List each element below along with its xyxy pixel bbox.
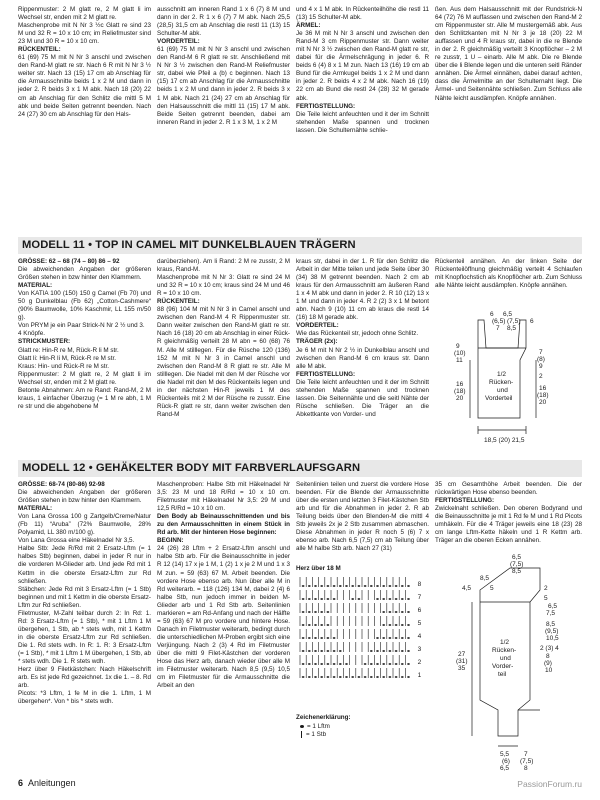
section-heading: STRICKMUSTER: [18,338,71,346]
chart-chain [401,624,404,626]
chart-chain [389,611,392,613]
paragraph: Kraus: Hin- und Rück-R re M str. [18,362,109,370]
m12-dim-r2: 5 [544,595,548,602]
chart-row-number: 8 [417,581,422,588]
paragraph: Filetmuster, M-Zahl teilbar durch 2: In Rd: 1. Rd: 3 Ersatz-Lftm (= 1 Stb), * mit 1 Lftm 1 M übergehen, 1 Stb, ab * stets wdh, mit 1 Kettm in die oberste Ersatz-Lftm zur Rd schließen. Die 1. Rd stets wdh. In R: 1. R: 3 Ersatz-Lftm (= 1 Stb), * mit 1 Lftm 1 M übergehen, 1 Stb, ab * stets wdh. Die 1. R stets wdh. [18,609,151,666]
m11-dim-lowright-a: 2 [539,373,543,380]
paragraph: Stäbchen: Jede Rd mit 3 Ersatz-Lftm (= 1 Stb) beginnen und mit 1 Kettm in die oberste Ersatz-Lftm zur Rd schließen. [18,585,152,609]
chart-chain [314,611,317,613]
chart-chain [395,598,398,600]
section-heading: VORDERTEIL: [157,38,200,46]
m12-dim-t1: 6,5 [512,554,522,561]
chart-chain [370,585,373,587]
paragraph: Maschenprobe mit N Nr 3 ½c Glatt re sind 23 M und 32 R = 10 x 10 cm; im Reliefmuster sind 23 M und 30 R = 10 x 10 cm. [18,22,151,46]
section-heading: MATERIAL: [18,505,53,513]
m12-dim-r10: (9) [544,660,552,667]
paragraph: und 4 x 1 M abk. In Rückenteilhöhe die restl 11 (13) 15 Schulter-M abk. [296,6,429,22]
chart-chain [327,676,330,678]
paragraph: Je 36 M mit N Nr 3 anschl und zwischen den Rand-M 3 cm Rippenmuster str. Dann weiter mit N Nr 3 ½ zwischen den Rand-M glatt re str, dabei für die Ärmelschrägung in jeder 6. R beids 6 (4) 8 x 1 M zun. Nach 13 (16) 19 cm ab Bund für die Armkugel beids 1 x 2 M und dann in jeder 2. R beids 4 x 2 M abk. Nach 16 (19) 22 cm ab Bund die restl 24 (28) 32 M gerade abk. [296,30,429,102]
chart-chain [401,663,404,665]
paragraph: Die Teile leicht anfeuchten und it der im Schnitt stehenden Maße spannen und trocknen lassen. Die Schulternähte schlie- [296,110,429,134]
chart-chain [401,650,404,652]
chart-chain [407,611,410,613]
m11-center-d: Vorderteil [485,395,513,402]
paragraph: Picots: *3 Lftm, 1 fe M in die 1. Lftm, 1 M übergehen*. Von * bis * stets wdh. [18,690,151,706]
chart-chain [376,598,379,600]
chart-chain [320,676,323,678]
chart-row-number: 5 [417,620,422,627]
m12-dim-lt-c: 5 [490,585,494,592]
paragraph: Von Lana Grossa 100 g Zartgelb/Creme/Natur (Fb 11) “Aruba” (72% Baumwolle, 28% Polyamid, LL 380 m/100 g). [18,513,151,537]
chart-chain [351,585,354,587]
paragraph: Halbe Stb: Jede R/Rd mit 2 Ersatz-Lftm (= 1 halbes Stb) beginnen, dabei in jeder R nur in die vorderen M-Glieder arb. Und jede Rd mit 1 Kettm in die oberste Ersatz-Lftm zur Rd schließen. [18,545,151,585]
section-heading: FERTIGSTELLUNG: [296,370,356,378]
chart-chain [314,598,317,600]
chart-chain [407,624,410,626]
chart-chain [382,585,385,587]
m11-dim-right-a: 7 [539,349,543,356]
m12-center-d: Vorder- [492,663,514,670]
chart-chain [395,676,398,678]
chart-chain [333,650,336,652]
chart-chain [382,611,385,613]
chart-chain [314,650,317,652]
chart-chain [370,676,373,678]
chart-chain [351,676,354,678]
m11-dim-left-c: 11 [456,357,463,364]
chart-chain [389,650,392,652]
m12-dim-t3: 8,5 [512,568,522,575]
m11-center-a: 1/2 [497,371,507,378]
model-12-schematic [440,554,582,780]
m12-dim-bl3: 6,5 [500,765,510,772]
chart-chain [327,585,330,587]
section-heading: TRÄGER (2x): [296,338,338,346]
legend-chain: = 1 Lftm [300,723,330,730]
section-heading: GRÖSSE: 68-74 (80-86) 92-98 [18,481,105,488]
model-11-schematic [440,310,582,450]
chart-chain [339,676,342,678]
chart-chain [407,585,410,587]
section-heading: RÜCKENTEIL: [157,298,200,306]
chart-chain [401,676,404,678]
paragraph: Von KATIA 100 (150) 150 g Camel (Fb 70) und 50 g Dunkelblau (Fb 62) „Cotton-Cashmere“ (90% Baumwolle, 10% Kaschmir, LL 155 m/50 g). [18,290,151,322]
m12-dim-r4: 7,5 [546,610,556,617]
double-crochet-icon [301,731,302,738]
chart-chain [382,637,385,639]
paragraph: Rippenmuster: 2 M glatt re, 2 M glatt li im Wechsel str, enden mit 2 M glatt re. [18,370,151,386]
m11-dim-left-b: (10) [454,350,466,357]
chart-chain [358,585,361,587]
chart-chain [382,650,385,652]
section-heading: VORDERTEIL: [296,322,339,330]
heart-chart-title: Herz über 18 M [296,565,341,572]
chart-chain [389,637,392,639]
chart-chain [302,637,305,639]
heart-crochet-chart [296,573,436,693]
section-heading: RÜCKENTEIL: [18,46,61,54]
chart-chain [376,663,379,665]
chart-chain [401,637,404,639]
chart-chain [370,650,373,652]
chart-chain [376,650,379,652]
m12-dim-bl1: 5,5 [500,751,510,758]
m12-dim-r9: 8 [546,653,550,660]
chart-chain [345,585,348,587]
chart-chain [395,650,398,652]
paragraph: Die abweichenden Angaben der größeren Größen stehen in bzw hinter den Klammern. [18,489,151,505]
m11-dim-top-d: (7,5) [507,318,521,325]
chart-chain [327,650,330,652]
chart-chain [395,585,398,587]
m11-dim-lowright-b: 16 [539,385,547,392]
chart-row-number: 7 [417,594,422,601]
chart-chain [308,650,311,652]
m12-center-c: und [500,655,511,662]
paragraph: Von PRYM je ein Paar Strick-N Nr 2 ½ und 3. [18,322,145,330]
m12-dim-r8: 2 (3) 4 [540,645,559,652]
chart-chain [389,676,392,678]
chart-row-number: 1 [417,672,422,679]
chart-row-number: 6 [417,607,422,614]
chart-chain [308,637,311,639]
m11-dim-top-f: 7 [496,325,500,332]
paragraph: kraus str, dabei in der 1. R für den Schlitz die Arbeit in der Mitte teilen und jede Seite über 30 (34) 38 M getrennt beenden. Nach 2 cm ab kraus für den Armausschnitt am äußeren Rand 1 x 4 M abk und dann in jeder 2. R 10 (12) 13 x 1 M und dann in jeder 4. R 2 (2) 3 x 1 M betont abn. Nach 9 (10) 11 cm ab kraus die restl 14 (16) 18 M gerade abk. [296,258,429,322]
chart-chain [358,676,361,678]
paragraph: Seitenlinien teilen und zuerst die vordere Hose beenden. Für die Blende der Armausschnitte über die ersten und letzten 3 Filet-Kästchen Stb arb und für die Abnahmen in jeder 2. R ab Teilung beids über den Blenden-M die mittl 4 Stb jeweils 2x je 2 Stb zusammen abmaschen. Diese Abnahmen in jeder R noch 5 (6) 7 x ebenso arb. Nach 6,5 (7,5) cm ab Teilung über alle M halbe Stb arb. Nach 27 (31) [296,481,430,553]
chart-chain [401,598,404,600]
legend-dc: = 1 Stb [300,731,326,738]
section-heading: ÄRMEL: [296,22,321,30]
chart-chain [320,637,323,639]
m12-dim-r1: 2 [544,585,548,592]
m12-dim-r11: 10 [545,667,553,674]
chart-chain [395,624,398,626]
model-12-title-band [18,460,582,477]
paragraph: Wie das Rückenteil str, jedoch ohne Schlitz. [296,330,419,338]
chart-row-number: 2 [417,659,422,666]
section-heading: BEGINN: [157,537,184,545]
chart-chain [395,637,398,639]
m11-dim-bottom: 18,5 (20) 21,5 [484,437,525,444]
chart-chain [302,598,305,600]
m12-center-b: Rücken- [492,647,517,654]
chart-chain [320,585,323,587]
model-12-column-1 [18,481,151,706]
chart-chain [314,585,317,587]
paragraph: Rückenteil annähen. An der linken Seite der Rückenteilöffnung gleichmäßig verteilt 4 Schlaufen mit Knopflochstich als Knopflöcher arb. Zum Schluss alle Nähte leicht ausdämpfen. Knöpfe annähen. [435,258,582,290]
chart-chain [407,637,410,639]
paragraph: Die Teile leicht anfeuchten und it der im Schnitt stehenden Maße spannen und trocknen lassen. Die Seitennähte und die seitl Nähte der Rüsche schließen. Die Träger an die Abkettkante von Vorder- und [296,378,429,418]
model-11-title-band [18,237,582,254]
m12-dim-r7: 10,5 [546,635,559,642]
model-11-column-4 [435,258,582,290]
chart-chain [333,598,336,600]
chart-chain [339,663,342,665]
m12-dim-left-c: 35 [458,665,466,672]
chart-chain [327,663,330,665]
chart-chain [327,637,330,639]
m12-dim-lt-b: 8,5 [480,575,490,582]
m12-dim-lt-a: 4,5 [462,585,472,592]
chart-chain [358,598,361,600]
chart-chain [407,598,410,600]
chart-chain [314,624,317,626]
chart-chain [364,585,367,587]
chart-chain [327,611,330,613]
watermark: PassionForum.ru [517,779,582,789]
paragraph: 61 (69) 75 M mit N Nr 3 anschl und zwischen den Rand-M 6 R glatt re str. Anschließend mit N Nr 3 ½ zwischen den Rand-M Reliefmuster str, dabei wie Pfeil a (b) c beginnen. Nach 13 (15) 17 cm ab Anschlag für die Armausschnitte beids 1 x 2 M und dann in jeder 2. R beids 3 x 1 M abk. Nach 21 (24) 27 cm ab Anschlag für den Halsausschnitt die mittl 11 (15) 17 M abk. Beide Seiten getrennt beenden, dabei am inneren Rand in jeder 2. R 1 x 3 M, 1 x 2 M [157,46,290,126]
paragraph: 88 (96) 104 M mit N Nr 3 in Camel anschl und zwischen den Rand-M 4 R Rippenmuster str. Dann weiter zwischen den Rand-M glatt re str. Nach 16 (18) 20 cm ab Anschlag in einer Rück-R gleichmäßig verteilt 28 M abn = 60 (68) 76 M. Alle M stilllegen. Für die Rüsche 120 (136) 152 M mit N Nr 3 in Camel anschl und zwischen den Rand-M 8 R glatt re str. Alle M stilllegen. Die Nadel mit den M der Rüsche vor die Nadel mit den M des Rückenteils legen und in der nächsten Hin-R jeweils 1 M des Rückenteils mit 2 M der Rüsche re zusstr. Eine Rück-R glatt re str, dann weiter zwischen den Rand-M [157,306,290,418]
paragraph: 61 (69) 75 M mit N Nr 3 anschl und zwischen den Rand-M glatt re str. Nach 6 R mit N Nr 3 ½ weiter str. Nach 13 (15) 17 cm ab Anschlag für die Armausschnitte beids 1 x 2 M und dann in jeder 2. R beids 3 x 1 M abk. Nach 18 (20) 22 cm ab Anschlag für den Schlitz die mittl 5 M abk und beide Seiten getrennt beenden. Nach 24 (27) 30 cm ab Anschlag für den Hals- [18,54,151,118]
m12-dim-r6: (9,5) [545,628,559,635]
m11-dim-top-b: 6,5 [503,311,513,318]
chart-chain [333,663,336,665]
m11-dim-top-e: 6 [530,318,534,325]
chart-chain [314,637,317,639]
model-12-title: MODELL 12 • GEHÄKELTER BODY MIT FARBVERLAUFSGARN [22,462,361,474]
m11-dim-lowleft-b: (18) [454,388,466,395]
m12-dim-bl2: (6) [502,758,510,765]
chart-chain [401,585,404,587]
paragraph: Herz über 9 Filetkästchen: Nach Häkelschrift arb. Es ist jede Rd gezeichnet. 1x die 1. – 8. Rd arb. [18,666,152,690]
chart-chain [320,624,323,626]
paragraph: Von Lana Grossa eine Häkelnadel Nr 3,5. [18,537,135,545]
chart-chain [389,585,392,587]
paragraph: 35 cm Gesamthöhe Arbeit beenden. Die der rückwärtigen Hose ebenso beenden. [435,481,582,497]
m12-dim-r5: 8,5 [546,621,556,628]
chart-chain [308,624,311,626]
chart-chain [364,676,367,678]
m12-dim-br2: (7,5) [520,758,534,765]
m11-dim-left-a: 9 [456,343,460,350]
paragraph: ausschnitt am inneren Rand 1 x 6 (7) 8 M und dann in der 2. R 1 x 6 (7) 7 M abk. Nach 25,5 (28,5) 31,5 cm ab Anschlag die restl 11 (13) 15 Schulter-M abk. [157,6,290,38]
paragraph: darüberziehen). Am li Rand: 2 M re zusstr, 2 M kraus, Rand-M. [157,258,290,274]
chart-chain [407,650,410,652]
paragraph: 4 Knöpfe. [18,330,45,338]
paragraph: ßen. Aus dem Halsausschnitt mit der Rundstrick-N 64 (72) 76 M auffassen und zwischen den Rand-M 2 cm Rippenmuster str. Alle M mustergemäß abk. Aus den Schlitzkanten mit N Nr 3 je 18 (20) 22 M auffassen und 4 R kraus str, dabei in die re Blende in der 2. R gleichmäßig verteilt 3 Knopflöcher – 2 M re zusstr, 1 U – einarb. Alle M abk. Die re Blende über die li Blende legen und die unteren seitl Ränder annähen. Die Ärmel einnähen, dabei darauf achten, dass die Ärmelmitte an der Schulternaht liegt. Die Ärmel- und Seitennähte schließen. Zum Schluss alle Nähte leicht ausdämpfen. Knöpfe annähen. [435,6,582,102]
paragraph: Maschenprobe mit N Nr 3: Glatt re sind 24 M und 32 R = 10 x 10 cm; kraus sind 24 M und 46 R = 10 x 10 cm. [157,274,290,298]
m12-dim-br1: 7 [524,751,528,758]
m11-center-c: und [497,387,508,394]
model-11-title: MODELL 11 • TOP IN CAMEL MIT DUNKELBLAUEN TRÄGERN [22,239,356,251]
chart-chain [389,598,392,600]
chart-chain [389,624,392,626]
m11-dim-top-g: 8,5 [507,325,517,332]
chart-chain [308,611,311,613]
m11-dim-right-c: 9 [539,363,543,370]
top-column-2 [157,6,290,127]
chart-chain [320,611,323,613]
chart-chain [333,637,336,639]
chart-chain [389,663,392,665]
model-11-column-1 [18,258,151,411]
paragraph: Die abweichenden Angaben der größeren Größen stehen in bzw hinter den Klammern. [18,266,151,282]
chart-row-number: 3 [417,646,422,653]
chart-chain [302,624,305,626]
chart-chain [339,585,342,587]
chart-chain [320,598,323,600]
m11-dim-top-a: 6 [490,311,494,318]
m11-dim-top-c: (6,5) [492,318,506,325]
chart-chain [314,663,317,665]
chart-chain [308,585,311,587]
m12-dim-br3: 8 [524,765,528,772]
chart-chain [327,598,330,600]
model-12-column-2 [157,481,290,690]
chart-chain [314,676,317,678]
m12-dim-r3: 6,5 [548,603,558,610]
chart-chain [345,676,348,678]
chart-chain [320,650,323,652]
chart-chain [302,676,305,678]
m12-dim-left-a: 27 [458,651,466,658]
chart-chain [382,624,385,626]
m11-dim-lowright-c: (18) [537,392,549,399]
m11-center-b: Rücken- [489,379,514,386]
chart-chain [320,663,323,665]
chart-chain [302,585,305,587]
chart-chain [376,676,379,678]
paragraph: Glatt re: Hin-R re M, Rück-R li M str. [18,346,119,354]
model-12-column-3 [296,481,429,553]
model-11-column-2 [157,258,290,419]
paragraph: Zwickelnaht schließen. Den oberen Bodyrand und die Beinausschnitte je mit 1 Rd fe M und 1 Rd Picots umhäkeln. Für die 4 Träger jeweils eine 18 (23) 28 cm lange Lftm-Kette häkeln und 1 R Kettm arb. Träger an die oberen Ecken annähen. [435,505,582,545]
m12-center-e: teil [498,671,507,678]
section-heading: GRÖSSE: 62 – 68 (74 – 80) 86 – 92 [18,258,120,265]
paragraph: Rippenmuster: 2 M glatt re, 2 M glatt li im Wechsel str, enden mit 2 M glatt re. [18,6,151,22]
chart-chain [364,663,367,665]
chart-chain [376,585,379,587]
footer-label: Anleitungen [28,778,76,788]
chart-chain [382,676,385,678]
top-column-3 [296,6,429,135]
chart-chain [308,676,311,678]
chart-row-number: 4 [417,633,422,640]
legend-title: Zeichenerklärung: [296,714,351,721]
m11-dim-right-b: (8) [537,356,545,363]
m11-dim-lowright-d: 20 [539,399,547,406]
page-number: 6 [18,778,24,788]
section-heading: FERTIGSTELLUNG: [296,102,356,110]
m12-center-a: 1/2 [500,639,510,646]
top-column-4 [435,6,582,103]
paragraph: Maschenproben: Halbe Stb mit Häkelnadel Nr 3,5: 23 M und 18 R/Rd = 10 x 10 cm. Filetmuster mit Häkelnadel Nr 3,5: 29 M und 12,5 R/Rd = 10 x 10 cm. [157,481,290,513]
m12-dim-left-b: (31) [456,658,468,665]
chart-chain [302,611,305,613]
chart-chain [345,663,348,665]
chart-chain [308,663,311,665]
page-footer [18,778,76,788]
top-column-1 [18,6,151,119]
section-heading: FERTIGSTELLUNG: [435,497,495,505]
chart-chain [333,585,336,587]
chart-chain [401,611,404,613]
m11-dim-lowleft-c: 20 [456,395,464,402]
paragraph: Betonte Abnahmen: Am re Rand: Rand-M, 2 M kraus, 1 einfacher Überzug (= 1 M re abh, 1 M re str und die abgehobene M [18,386,151,410]
section-heading: MATERIAL: [18,282,53,290]
chart-chain [308,598,311,600]
chart-chain [407,663,410,665]
chart-chain [351,598,354,600]
paragraph: 24 (26) 28 Lftm + 2 Ersatz-Lftm anschl und halbe Stb arb. Für die Beinausschnitte in jeder R 12 (14) 17 x je 1 M, 1 (2) 1 x je 2 M und 1 x 3 M zun. = 59 (63) 67 M. Arbeit beenden. Die vordere Hose ebenso arb. Nun über alle M in Rd weiterarb. = 118 (126) 134 M, dabei 2 (4) 6 halbe Stb, nun jedoch immer in beiden M-Glieder arb und 1 Rd Stb arb. Seitenlinien markieren = am Rd-Anfang und nach der Hälfte = 59 (63) 67 M pro vordere und hintere Hose. Danach im Filetmuster weiterarb, bedingt durch die unterschiedlichen M-Proben ergibt sich eine Verjüngung. Nach 2 (3) 4 Rd im Filetmuster über die mittl 9 Filet-Kästchen der vorderen Hose das Herz arb, danach wieder über alle M im Filetmuster weiterarb. Nach 8,5 (9,5) 10,5 cm im Filetmuster für die Armausschnitte die Arbeit an den [157,545,290,690]
m12-dim-t2: (7,5) [510,561,524,568]
chart-chain [302,650,305,652]
chart-chain [395,611,398,613]
chart-chain [407,676,410,678]
section-heading: Den Body ab Beinausschnittenden und bis zu den Armausschnitten in einem Stück in Rd arb. Mit der hinteren Hose beginnen: [157,513,290,537]
chart-chain [382,598,385,600]
paragraph: Glatt li: Hin-R li M, Rück-R re M str. [18,354,116,362]
chart-chain [327,624,330,626]
model-12-column-4 [435,481,582,545]
chart-chain [382,663,385,665]
chart-chain [333,676,336,678]
chart-chain [302,663,305,665]
chart-chain [376,637,379,639]
model-11-column-3 [296,258,429,419]
chart-chain [395,663,398,665]
chart-chain [339,650,342,652]
chart-chain [370,663,373,665]
m11-dim-lowleft-a: 16 [456,381,464,388]
paragraph: Je 6 M mit N Nr 2 ½ in Dunkelblau anschl und zwischen den Rand-M 6 cm kraus str. Dann alle M abk. [296,346,429,370]
chain-stitch-icon [300,725,304,728]
